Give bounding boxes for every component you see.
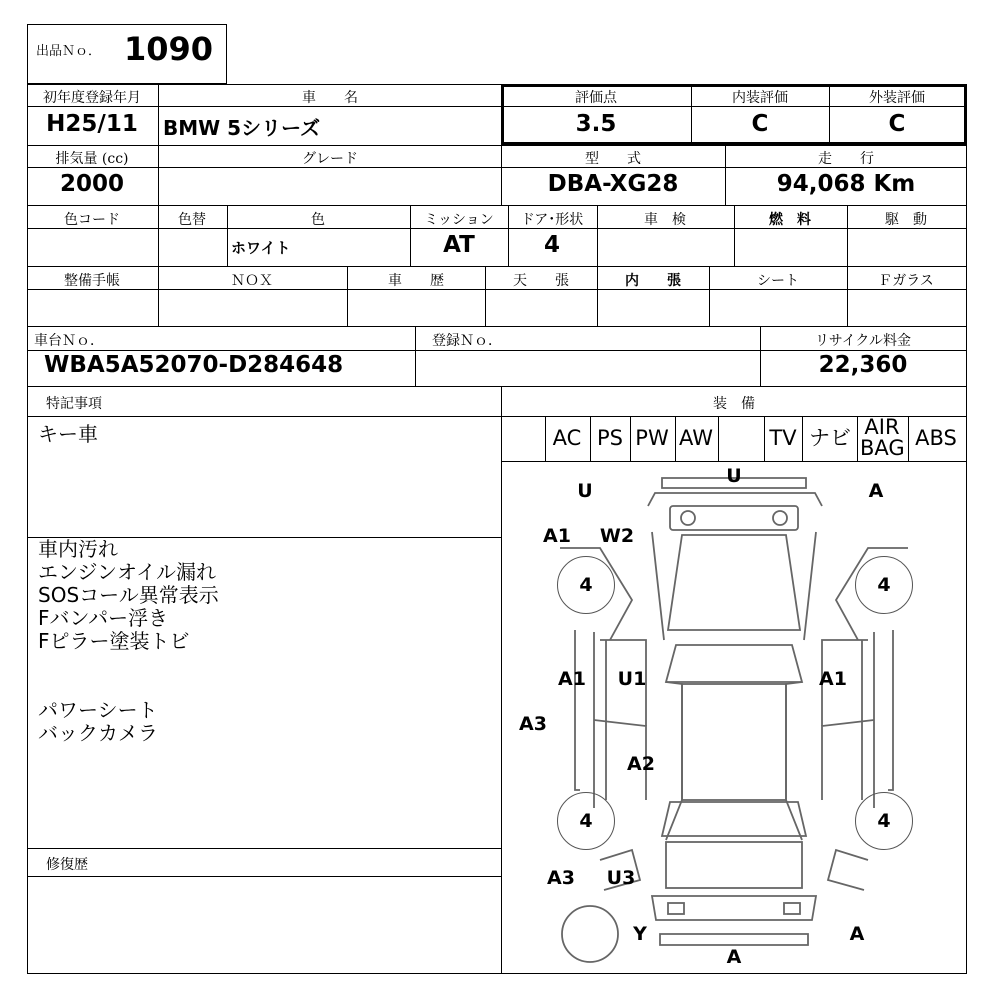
- damage-mark: U: [577, 480, 593, 502]
- damage-mark: W2: [599, 525, 635, 547]
- grid-line: [27, 145, 967, 146]
- score-value: 3.5: [575, 111, 617, 137]
- notes-item: 車内汚れ: [38, 537, 118, 561]
- grid-line: [27, 848, 501, 849]
- notes-line-1: キー車: [38, 422, 98, 446]
- mission-label: ミッション: [424, 212, 494, 228]
- grid-line: [158, 84, 159, 205]
- tire-front-left: 4: [557, 556, 615, 614]
- grid-line: [709, 266, 710, 326]
- inspection-label: 車 検: [644, 212, 686, 228]
- color-change-label: 色替: [178, 212, 206, 228]
- equipment-item: ナビ: [809, 426, 851, 450]
- grid-line: [597, 266, 598, 326]
- equipment-item: AW: [679, 426, 713, 450]
- lot-number: 1090: [124, 30, 214, 68]
- grid-line: [410, 205, 411, 266]
- grid-line: [725, 145, 726, 205]
- notes-item: SOSコール異常表示: [38, 583, 219, 607]
- grid-line: [718, 416, 719, 461]
- notes-item: Fバンパー浮き: [38, 606, 169, 630]
- grid-line: [908, 416, 909, 461]
- grid-line: [501, 84, 502, 205]
- damage-mark: A: [849, 923, 865, 945]
- grid-line: [27, 326, 967, 327]
- grid-line: [630, 416, 631, 461]
- exterior-label: 外装評価: [869, 90, 925, 106]
- grid-line: [27, 416, 967, 417]
- grid-line: [847, 266, 848, 326]
- grid-line: [27, 386, 967, 387]
- recycle-value: 22,360: [818, 352, 908, 378]
- exterior-value: C: [888, 111, 906, 137]
- seat-label: シート: [757, 273, 799, 289]
- history-label: 車 歴: [388, 273, 444, 289]
- interior-label: 内装評価: [732, 90, 788, 106]
- color-code-label: 色コード: [64, 212, 120, 228]
- first-reg-label: 初年度登録年月: [43, 90, 141, 106]
- interior-value: C: [751, 111, 769, 137]
- color-value: ホワイト: [231, 239, 291, 257]
- mileage-label: 走 行: [818, 151, 874, 167]
- damage-mark: A3: [547, 867, 575, 889]
- grid-line: [508, 205, 509, 266]
- damage-mark: A3: [519, 713, 547, 735]
- equipment-item: ABS: [915, 426, 957, 450]
- grid-line: [760, 326, 761, 386]
- notes-item: パワーシート: [38, 698, 158, 722]
- grid-line: [485, 266, 486, 326]
- tire-rear-right: 4: [855, 792, 913, 850]
- color-label: 色: [311, 212, 325, 228]
- grid-line: [27, 289, 967, 290]
- model-value: DBA-XG28: [547, 171, 679, 197]
- grid-line: [27, 205, 967, 206]
- grid-line: [545, 416, 546, 461]
- nox-label: ＮＯＸ: [231, 273, 273, 289]
- damage-mark: U3: [606, 867, 636, 889]
- grid-line: [857, 416, 858, 461]
- mileage-value: 94,068 Km: [776, 171, 916, 197]
- maintenance-label: 整備手帳: [64, 273, 120, 289]
- damage-mark: Y: [633, 923, 647, 945]
- car-name-value: BMW 5シリーズ: [163, 116, 321, 140]
- damage-mark: A1: [819, 668, 847, 690]
- roof-label: 天 張: [513, 273, 569, 289]
- grid-line: [347, 266, 348, 326]
- tire-front-right: 4: [855, 556, 913, 614]
- grid-line: [27, 266, 967, 267]
- equipment-item: PW: [635, 426, 669, 450]
- displacement-label: 排気量 (cc): [55, 151, 129, 167]
- first-reg-value: H25/11: [46, 111, 138, 137]
- mission-value: AT: [443, 232, 475, 258]
- recycle-label: リサイクル料金: [814, 333, 912, 349]
- equipment-item: TV: [769, 426, 797, 450]
- notes-item: Fピラー塗装トビ: [38, 629, 190, 653]
- interior-trim-label: 内 張: [625, 273, 681, 289]
- grid-line: [829, 84, 830, 145]
- damage-mark: A1: [558, 668, 586, 690]
- equipment-label: 装 備: [713, 396, 755, 412]
- grid-line: [415, 326, 416, 386]
- tire-rear-left: 4: [557, 792, 615, 850]
- door-label: ドア･形状: [520, 212, 584, 228]
- displacement-value: 2000: [59, 171, 125, 197]
- grid-line: [158, 266, 159, 326]
- damage-mark: U1: [617, 668, 647, 690]
- score-label: 評価点: [575, 90, 617, 106]
- grid-line: [227, 205, 228, 266]
- equipment-item: AIR BAG: [860, 415, 905, 460]
- grid-line: [847, 205, 848, 266]
- grid-line: [27, 876, 501, 877]
- grid-line: [27, 350, 967, 351]
- grid-line: [802, 416, 803, 461]
- damage-mark: A1: [543, 525, 571, 547]
- equipment-item: AC: [552, 426, 582, 450]
- model-label: 型 式: [585, 151, 641, 167]
- grid-line: [590, 416, 591, 461]
- grid-line: [675, 416, 676, 461]
- lot-label: 出品Ｎｏ．: [36, 44, 102, 59]
- damage-mark: U: [726, 465, 742, 487]
- repair-label: 修復歴: [46, 857, 88, 873]
- grid-line: [764, 416, 765, 461]
- fuel-label: 燃 料: [769, 212, 811, 228]
- grid-line: [597, 205, 598, 266]
- grid-line: [158, 205, 159, 266]
- drive-label: 駆 動: [885, 212, 927, 228]
- grid-line: [691, 84, 692, 145]
- registration-label: 登録Ｎｏ．: [432, 333, 502, 349]
- damage-mark: A2: [627, 753, 655, 775]
- damage-mark: A: [868, 480, 884, 502]
- equipment-item: PS: [597, 426, 623, 450]
- notes-item: バックカメラ: [38, 721, 158, 745]
- grid-line: [27, 228, 967, 229]
- chassis-value: WBA5A52070-D284648: [44, 352, 344, 378]
- damage-mark: A: [726, 946, 742, 968]
- chassis-label: 車台Ｎｏ．: [34, 333, 104, 349]
- car-name-label: 車 名: [302, 90, 358, 106]
- grid-line: [734, 205, 735, 266]
- doors-value: 4: [543, 232, 561, 258]
- grade-label: グレード: [302, 151, 358, 167]
- fglass-label: Ｆガラス: [878, 273, 934, 289]
- notes-label: 特記事項: [46, 396, 102, 412]
- notes-item: エンジンオイル漏れ: [38, 560, 216, 584]
